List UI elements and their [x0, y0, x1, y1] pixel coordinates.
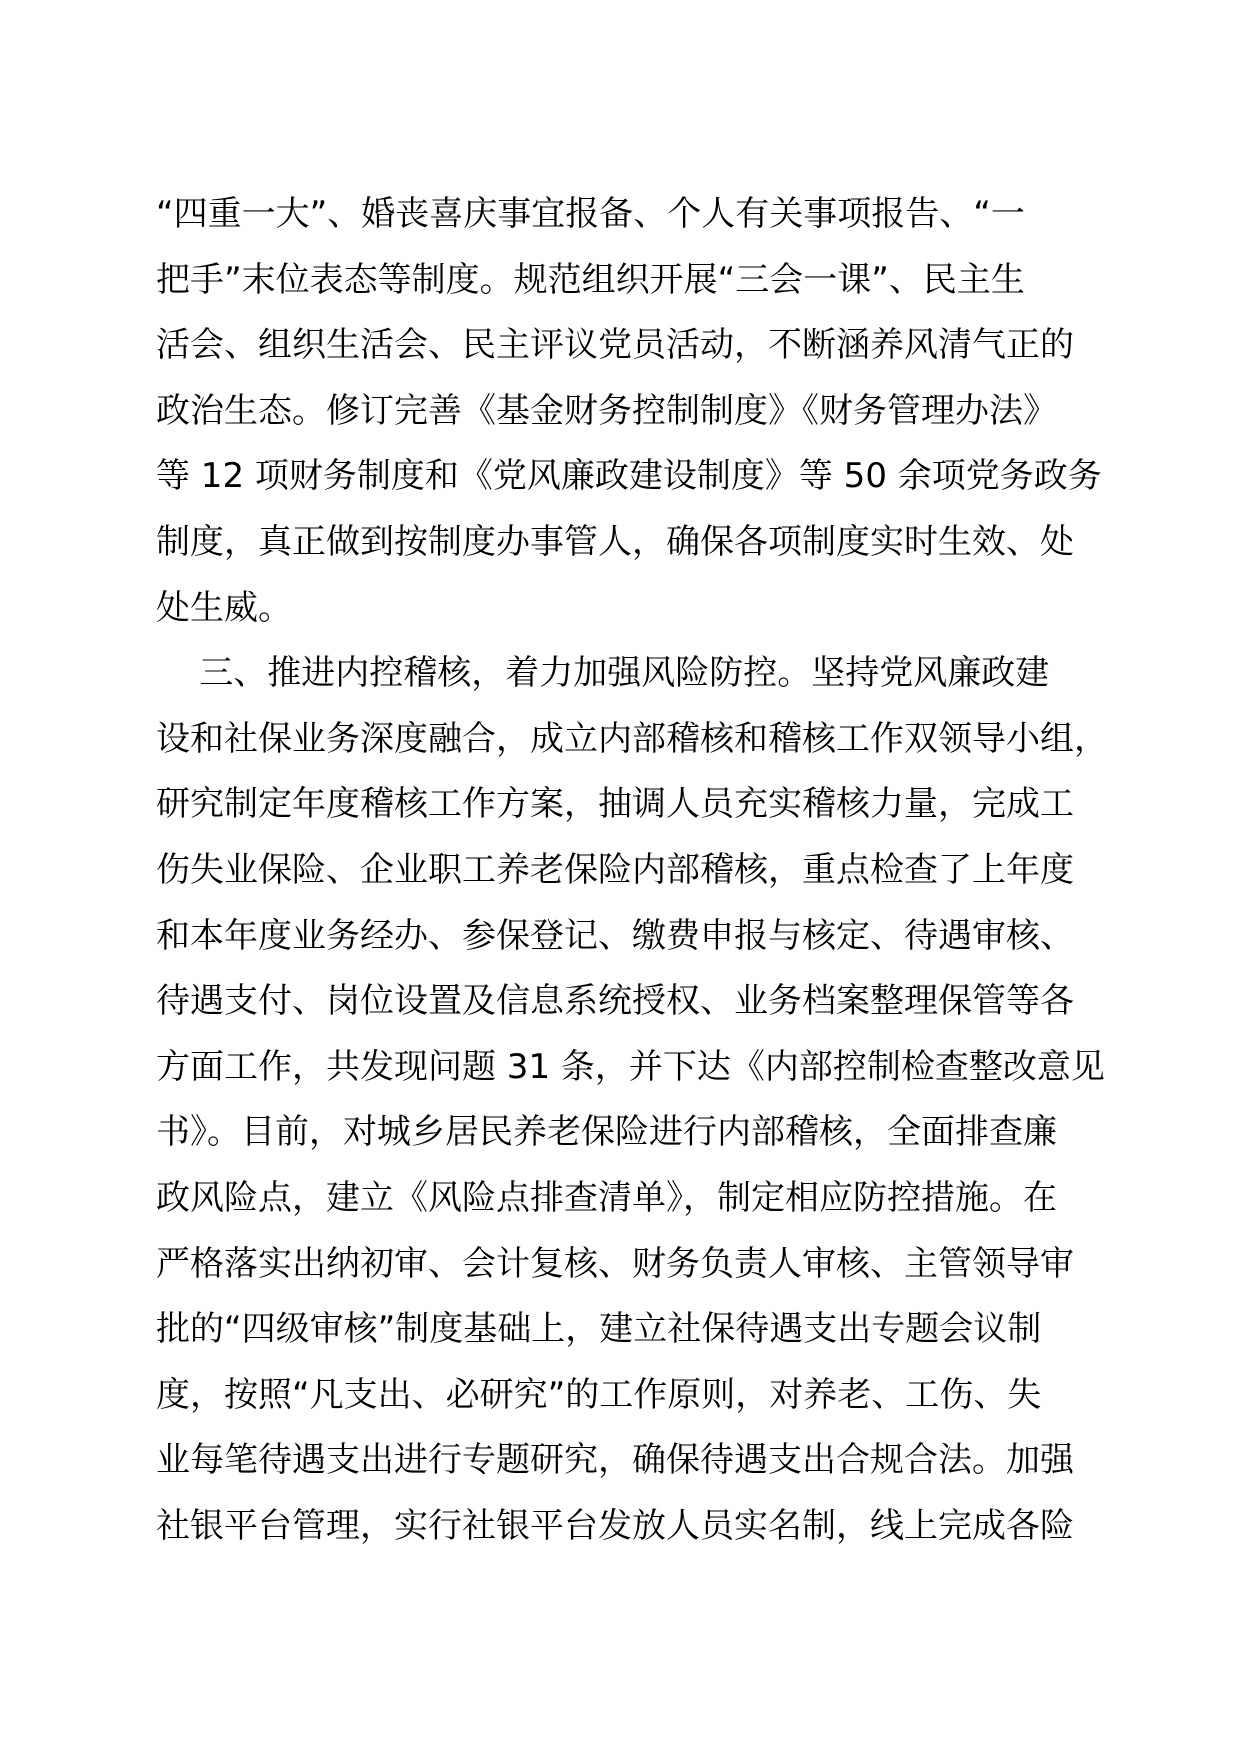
text-line: 批的“四级审核”制度基础上，建立社保待遇支出专题会议制 [156, 1309, 1042, 1350]
body-text [156, 182, 1108, 1559]
text-line: 制度，真正做到按制度办事管人，确保各项制度实时生效、处 [156, 521, 1074, 562]
text-line: 等 12 项财务制度和《党风廉政建设制度》等 50 余项党务政务 [156, 456, 1102, 497]
text-line: 政治生态。修订完善《基金财务控制制度》《财务管理办法》 [156, 390, 1057, 431]
text-line: 书》。目前，对城乡居民养老保险进行内部稽核，全面排查廉 [156, 1112, 1057, 1153]
text-line: 业每笔待遇支出进行专题研究，确保待遇支出合规合法。加强 [156, 1440, 1074, 1481]
text-line: 把手”末位表态等制度。规范组织开展“三会一课”、民主生 [156, 259, 1025, 300]
text-line: 伤失业保险、企业职工养老保险内部稽核，重点检查了上年度 [156, 849, 1074, 890]
text-line: 社银平台管理，实行社银平台发放人员实名制，线上完成各险 [156, 1505, 1074, 1546]
text-line: “四重一大”、婚丧喜庆事宜报备、个人有关事项报告、“一 [156, 194, 1025, 234]
text-line: 处生威。 [156, 587, 292, 628]
text-line: 严格落实出纳初审、会计复核、财务负责人审核、主管领导审 [156, 1243, 1074, 1284]
text-line: 待遇支付、岗位设置及信息系统授权、业务档案整理保管等各 [156, 981, 1074, 1022]
text-line: 研究制定年度稽核工作方案，抽调人员充实稽核力量，完成工 [156, 784, 1074, 825]
text-line: 政风险点，建立《风险点排查清单》，制定相应防控措施。在 [156, 1177, 1057, 1218]
text-line: 方面工作，共发现问题 31 条，并下达《内部控制检查整改意见 [156, 1046, 1105, 1087]
section-heading-line: 三、推进内控稽核，着力加强风险防控。坚持党风廉政建 [156, 653, 1050, 694]
text-line: 活会、组织生活会、民主评议党员活动，不断涵养风清气正的 [156, 325, 1074, 366]
text-line: 度，按照“凡支出、必研究”的工作原则，对养老、工伤、失 [156, 1374, 1042, 1415]
text-line: 设和社保业务深度融合，成立内部稽核和稽核工作双领导小组， [156, 718, 1108, 759]
text-line: 和本年度业务经办、参保登记、缴费申报与核定、待遇审核、 [156, 915, 1074, 956]
